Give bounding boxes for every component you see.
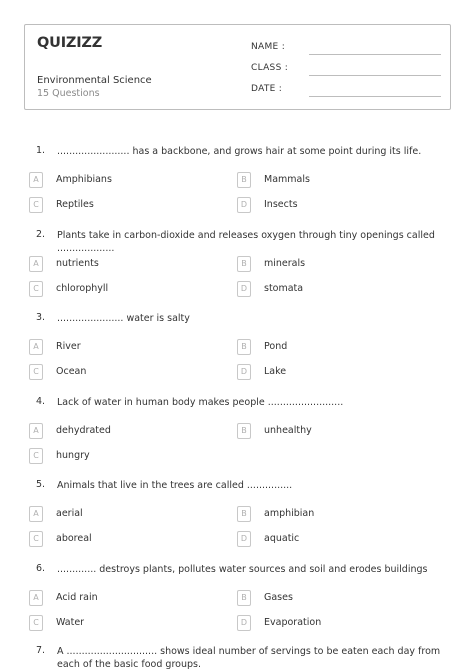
option-text: Ocean	[56, 366, 87, 377]
question-7	[0, 645, 474, 670]
option-letter-box: B	[237, 506, 251, 522]
option-text: Amphibians	[56, 174, 112, 185]
name-line	[309, 54, 441, 55]
question-1	[0, 145, 474, 165]
question-3	[0, 312, 474, 332]
question-text: ............. destroys plants, pollutes water sources and soil and erodes buildings	[57, 564, 428, 575]
q2-option-b[interactable]	[237, 256, 437, 272]
q3-option-c[interactable]	[29, 364, 229, 380]
question-text: Animals that live in the trees are called ...............	[57, 480, 293, 491]
option-text: Acid rain	[56, 592, 98, 603]
question-number: 1.	[36, 145, 46, 156]
question-number: 4.	[36, 396, 46, 407]
question-text: A .............................. shows ideal number of servings to be eaten each day from each of the basic food groups.	[57, 646, 441, 670]
option-letter-box: C	[29, 281, 43, 297]
option-text: Gases	[264, 592, 293, 603]
class-line	[309, 75, 441, 76]
option-text: aquatic	[264, 533, 300, 544]
option-text: nutrients	[56, 258, 99, 269]
question-text: Plants take in carbon-dioxide and releases oxygen through tiny openings called ...................	[57, 230, 435, 254]
question-text: ...................... water is salty	[57, 313, 190, 324]
name-label: NAME :	[251, 42, 286, 52]
q6-option-b[interactable]	[237, 590, 437, 606]
q3-option-d[interactable]	[237, 364, 437, 380]
option-text: minerals	[264, 258, 306, 269]
q6-option-a[interactable]	[29, 590, 229, 606]
q3-option-b[interactable]	[237, 339, 437, 355]
option-letter-box: C	[29, 197, 43, 213]
worksheet-header	[24, 24, 451, 110]
option-text: aboreal	[56, 533, 92, 544]
option-text: Lake	[264, 366, 287, 377]
question-text: ........................ has a backbone, and grows hair at some point during its life.	[57, 146, 422, 157]
q1-option-d[interactable]	[237, 197, 437, 213]
option-letter-box: C	[29, 531, 43, 547]
class-field[interactable]	[251, 61, 441, 77]
q2-option-a[interactable]	[29, 256, 229, 272]
option-letter-box: D	[237, 197, 251, 213]
worksheet-subject: Environmental Science	[37, 75, 152, 86]
question-6	[0, 563, 474, 583]
option-text: aerial	[56, 508, 83, 519]
option-letter-box: B	[237, 256, 251, 272]
option-letter-box: A	[29, 590, 43, 606]
option-text: Evaporation	[264, 617, 322, 628]
question-count: 15 Questions	[37, 88, 100, 99]
q2-option-c[interactable]	[29, 281, 229, 297]
question-text: Lack of water in human body makes people .........................	[57, 397, 344, 408]
option-letter-box: C	[29, 364, 43, 380]
class-label: CLASS :	[251, 63, 289, 73]
date-label: DATE :	[251, 84, 283, 94]
option-text: Reptiles	[56, 199, 94, 210]
question-number: 2.	[36, 229, 46, 240]
option-letter-box: D	[237, 281, 251, 297]
question-number: 3.	[36, 312, 46, 323]
option-text: unhealthy	[264, 425, 312, 436]
option-letter-box: A	[29, 339, 43, 355]
q5-option-b[interactable]	[237, 506, 437, 522]
option-text: hungry	[56, 450, 90, 461]
option-letter-box: D	[237, 364, 251, 380]
option-letter-box: B	[237, 172, 251, 188]
q6-option-d[interactable]	[237, 615, 437, 631]
option-letter-box: A	[29, 256, 43, 272]
option-letter-box: A	[29, 506, 43, 522]
quizizz-logo: QUIZIZZ	[37, 35, 103, 51]
option-letter-box: C	[29, 615, 43, 631]
option-letter-box: D	[237, 615, 251, 631]
date-field[interactable]	[251, 82, 441, 98]
option-letter-box: C	[29, 448, 43, 464]
option-letter-box: B	[237, 339, 251, 355]
option-text: Water	[56, 617, 85, 628]
option-letter-box: A	[29, 423, 43, 439]
q4-option-a[interactable]	[29, 423, 229, 439]
question-number: 7.	[36, 645, 46, 656]
q5-option-d[interactable]	[237, 531, 437, 547]
q5-option-a[interactable]	[29, 506, 229, 522]
option-text: Insects	[264, 199, 298, 210]
option-letter-box: B	[237, 590, 251, 606]
option-letter-box: D	[237, 531, 251, 547]
date-line	[309, 96, 441, 97]
q3-option-a[interactable]	[29, 339, 229, 355]
option-text: dehydrated	[56, 425, 111, 436]
q6-option-c[interactable]	[29, 615, 229, 631]
name-field[interactable]	[251, 40, 441, 56]
question-4	[0, 396, 474, 416]
option-letter-box: B	[237, 423, 251, 439]
q2-option-d[interactable]	[237, 281, 437, 297]
q1-option-c[interactable]	[29, 197, 229, 213]
question-number: 5.	[36, 479, 46, 490]
question-number: 6.	[36, 563, 46, 574]
option-text: Mammals	[264, 174, 310, 185]
q1-option-a[interactable]	[29, 172, 229, 188]
option-text: stomata	[264, 283, 304, 294]
option-text: River	[56, 341, 81, 352]
question-2	[0, 229, 474, 254]
option-text: amphibian	[264, 508, 315, 519]
q4-option-b[interactable]	[237, 423, 437, 439]
q1-option-b[interactable]	[237, 172, 437, 188]
option-text: Pond	[264, 341, 288, 352]
q4-option-c[interactable]	[29, 448, 229, 464]
question-5	[0, 479, 474, 499]
option-text: chlorophyll	[56, 283, 109, 294]
option-letter-box: A	[29, 172, 43, 188]
q5-option-c[interactable]	[29, 531, 229, 547]
